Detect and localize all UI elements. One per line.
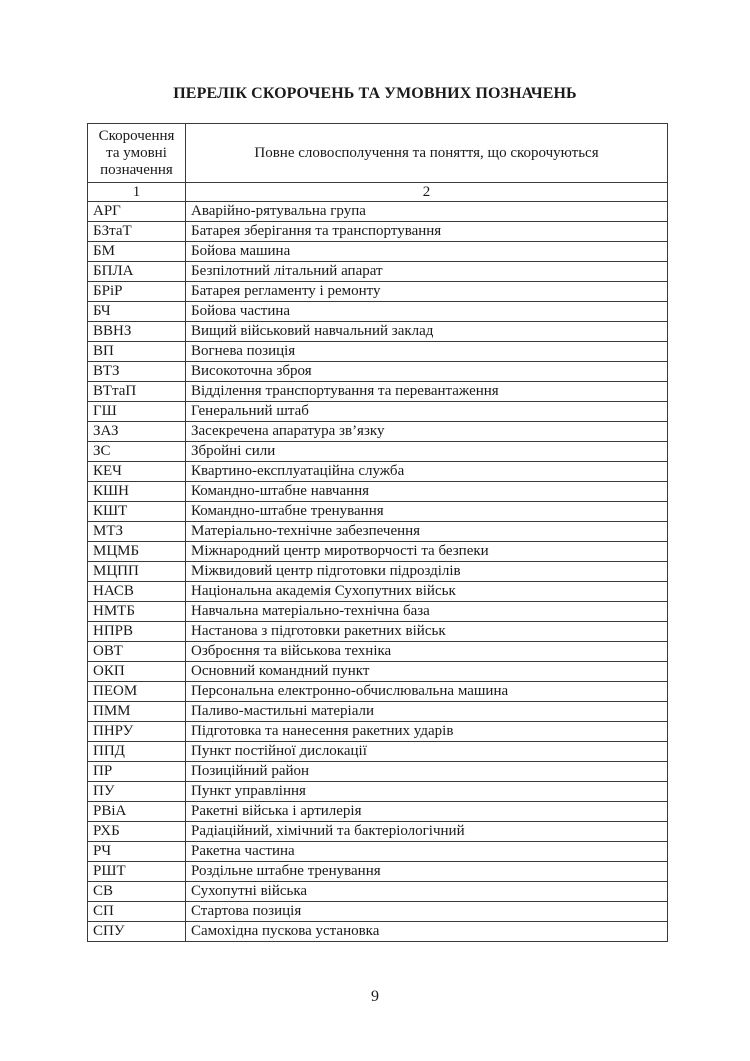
abbreviation-cell: БРіР [88,282,186,302]
abbreviation-cell: КШТ [88,502,186,522]
abbreviation-cell: РЧ [88,842,186,862]
full-phrase-cell: Вогнева позиція [186,342,668,362]
abbreviation-cell: ПММ [88,702,186,722]
full-phrase-cell: Ракетні війська і артилерія [186,802,668,822]
table-row [88,282,668,302]
abbreviation-cell: ЗАЗ [88,422,186,442]
full-phrase-cell: Озброєння та військова техніка [186,642,668,662]
table-row [88,442,668,462]
abbreviation-cell: РВіА [88,802,186,822]
full-phrase-cell: Генеральний штаб [186,402,668,422]
page-number: 9 [371,988,379,1005]
full-phrase-cell: Навчальна матеріально-технічна база [186,602,668,622]
table-row [88,522,668,542]
table-row [88,882,668,902]
full-phrase-cell: Настанова з підготовки ракетних військ [186,622,668,642]
abbreviation-cell: ПЕОМ [88,682,186,702]
full-phrase-cell: Підготовка та нанесення ракетних ударів [186,722,668,742]
table-row [88,622,668,642]
table-row [88,262,668,282]
column-number-1: 1 [88,183,186,202]
page-title: ПЕРЕЛІК СКОРОЧЕНЬ ТА УМОВНИХ ПОЗНАЧЕНЬ [173,85,577,102]
full-phrase-cell: Паливо-мастильні матеріали [186,702,668,722]
table-row [88,902,668,922]
table-row [88,742,668,762]
abbreviation-cell: НМТБ [88,602,186,622]
abbreviation-cell: ППД [88,742,186,762]
table-row [88,502,668,522]
full-phrase-cell: Позиційний район [186,762,668,782]
table-row [88,862,668,882]
full-phrase-cell: Безпілотний літальний апарат [186,262,668,282]
table-row [88,802,668,822]
full-phrase-cell: Пункт управління [186,782,668,802]
header-abbreviation-line-2: та умовні [106,144,167,161]
abbreviation-cell: ГШ [88,402,186,422]
full-phrase-cell: Пункт постійної дислокації [186,742,668,762]
table-row [88,762,668,782]
abbreviation-cell: МТЗ [88,522,186,542]
full-phrase-cell: Збройні сили [186,442,668,462]
table-row [88,462,668,482]
table-header-row [88,124,668,183]
full-phrase-cell: Бойова частина [186,302,668,322]
full-phrase-cell: Національна академія Сухопутних військ [186,582,668,602]
table-row [88,422,668,442]
header-full-phrase: Повне словосполучення та поняття, що скорочуються [186,124,668,183]
abbreviation-cell: ВТЗ [88,362,186,382]
abbreviation-cell: ПНРУ [88,722,186,742]
abbreviation-cell: ВВНЗ [88,322,186,342]
table-row [88,342,668,362]
table-row [88,682,668,702]
table-row [88,362,668,382]
full-phrase-cell: Відділення транспортування та перевантаження [186,382,668,402]
full-phrase-cell: Персональна електронно-обчислювальна машина [186,682,668,702]
abbreviation-cell: БМ [88,242,186,262]
abbreviation-cell: ВТтаП [88,382,186,402]
table-row [88,382,668,402]
table-row [88,322,668,342]
full-phrase-cell: Бойова машина [186,242,668,262]
abbreviation-cell: КЕЧ [88,462,186,482]
abbreviation-cell: ПУ [88,782,186,802]
full-phrase-cell: Сухопутні війська [186,882,668,902]
abbreviation-cell: НПРВ [88,622,186,642]
header-abbreviation-line-3: позначення [100,161,173,178]
abbreviation-cell: ЗС [88,442,186,462]
table-row [88,582,668,602]
full-phrase-cell: Міжвидовий центр підготовки підрозділів [186,562,668,582]
full-phrase-cell: Командно-штабне навчання [186,482,668,502]
full-phrase-cell: Вищий військовий навчальний заклад [186,322,668,342]
table-row [88,202,668,222]
full-phrase-cell: Радіаційний, хімічний та бактеріологічний [186,822,668,842]
table-row [88,702,668,722]
abbreviation-cell: ОВТ [88,642,186,662]
abbreviation-cell: СВ [88,882,186,902]
full-phrase-cell: Високоточна зброя [186,362,668,382]
full-phrase-cell: Роздільне штабне тренування [186,862,668,882]
full-phrase-cell: Самохідна пускова установка [186,922,668,942]
table-row [88,922,668,942]
abbreviation-cell: БПЛА [88,262,186,282]
abbreviation-cell: БЗтаТ [88,222,186,242]
full-phrase-cell: Засекречена апаратура зв’язку [186,422,668,442]
table-row [88,822,668,842]
column-number-2: 2 [186,183,668,202]
abbreviation-cell: СПУ [88,922,186,942]
full-phrase-cell: Стартова позиція [186,902,668,922]
table-row [88,562,668,582]
table-row [88,602,668,622]
full-phrase-cell: Командно-штабне тренування [186,502,668,522]
abbreviation-cell: НАСВ [88,582,186,602]
abbreviations-table [87,123,668,942]
abbreviation-cell: БЧ [88,302,186,322]
table-row [88,782,668,802]
full-phrase-cell: Матеріально-технічне забезпечення [186,522,668,542]
abbreviation-cell: СП [88,902,186,922]
full-phrase-cell: Батарея регламенту і ремонту [186,282,668,302]
full-phrase-cell: Міжнародний центр миротворчості та безпеки [186,542,668,562]
abbreviation-cell: МЦМБ [88,542,186,562]
abbreviation-cell: АРГ [88,202,186,222]
table-row [88,722,668,742]
table-row [88,842,668,862]
full-phrase-cell: Квартино-експлуатаційна служба [186,462,668,482]
abbreviation-cell: МЦПП [88,562,186,582]
table-row [88,242,668,262]
abbreviation-cell: РШТ [88,862,186,882]
abbreviation-cell: КШН [88,482,186,502]
column-number-row [88,183,668,202]
full-phrase-cell: Ракетна частина [186,842,668,862]
table-row [88,302,668,322]
full-phrase-cell: Основний командний пункт [186,662,668,682]
table-row [88,642,668,662]
abbreviation-cell: ПР [88,762,186,782]
header-abbreviation [88,124,186,183]
abbreviation-cell: РХБ [88,822,186,842]
table-row [88,222,668,242]
table-row [88,402,668,422]
full-phrase-cell: Аварійно-рятувальна група [186,202,668,222]
header-abbreviation-line-1: Скорочення [98,127,175,144]
table-row [88,482,668,502]
table-row [88,662,668,682]
table-row [88,542,668,562]
full-phrase-cell: Батарея зберігання та транспортування [186,222,668,242]
abbreviation-cell: ВП [88,342,186,362]
abbreviation-cell: ОКП [88,662,186,682]
table-body [88,202,668,942]
